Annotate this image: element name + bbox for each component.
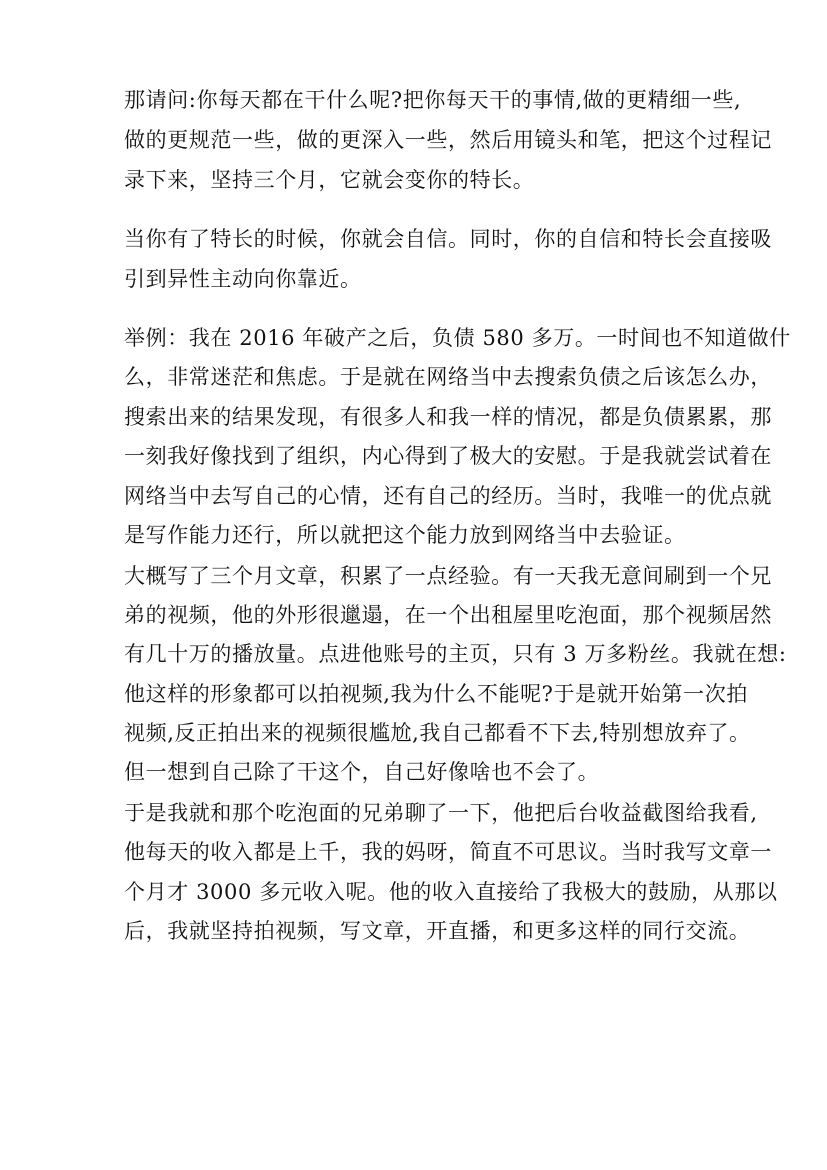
paragraph-1-line-1: 那请问:你每天都在干什么呢?把你每天干的事情,做的更精细一些, (124, 88, 742, 112)
paragraph-4-line-2: 弟的视频，他的外形很邋遢，在一个出租屋里吃泡面，那个视频居然 (124, 603, 772, 627)
paragraph-4-line-5: 视频,反正拍出来的视频很尴尬,我自己都看不下去,特别想放弃了。 (124, 721, 751, 745)
paragraph-3-line-6: 是写作能力还行，所以就把这个能力放到网络当中去验证。 (124, 523, 686, 547)
paragraph-3-line-4: 一刻我好像找到了组织，内心得到了极大的安慰。于是我就尝试着在 (124, 444, 772, 468)
paragraph-5-line-2: 他每天的收入都是上千，我的妈呀，简直不可思议。当时我写文章一 (124, 840, 772, 864)
paragraph-5-line-3: 个月才 3000 多元收入呢。他的收入直接给了我极大的鼓励，从那以 (124, 880, 778, 904)
paragraph-2-line-1: 当你有了特长的时候，你就会自信。同时，你的自信和特长会直接吸 (124, 227, 772, 251)
paragraph-3-line-3: 搜索出来的结果发现，有很多人和我一样的情况，都是负债累累，那 (124, 405, 772, 429)
paragraph-5-line-1: 于是我就和那个吃泡面的兄弟聊了一下，他把后台收益截图给我看, (124, 801, 758, 825)
paragraph-4-line-1: 大概写了三个月文章，积累了一点经验。有一天我无意间刷到一个兄 (124, 564, 772, 588)
paragraph-4-line-6: 但一想到自己除了干这个，自己好像啥也不会了。 (124, 760, 600, 784)
paragraph-3-line-2: 么，非常迷茫和焦虑。于是就在网络当中去搜索负债之后该怎么办， (124, 365, 772, 389)
paragraph-4-line-4: 他这样的形象都可以拍视频,我为什么不能呢?于是就开始第一次拍 (124, 682, 748, 706)
paragraph-2-line-2: 引到异性主动向你靠近。 (124, 267, 362, 291)
paragraph-1-line-3: 录下来，坚持三个月，它就会变你的特长。 (124, 168, 535, 192)
paragraph-3-line-5: 网络当中去写自己的心情，还有自己的经历。当时，我唯一的优点就 (124, 484, 772, 508)
paragraph-3-line-1: 举例：我在 2016 年破产之后，负债 580 多万。一时间也不知道做什 (124, 326, 791, 350)
paragraph-4-line-3: 有几十万的播放量。点进他账号的主页，只有 3 万多粉丝。我就在想: (124, 642, 787, 666)
paragraph-5-line-4: 后，我就坚持拍视频，写文章，开直播，和更多这样的同行交流。 (124, 919, 751, 943)
paragraph-1-line-2: 做的更规范一些，做的更深入一些，然后用镜头和笔，把这个过程记 (124, 128, 772, 152)
